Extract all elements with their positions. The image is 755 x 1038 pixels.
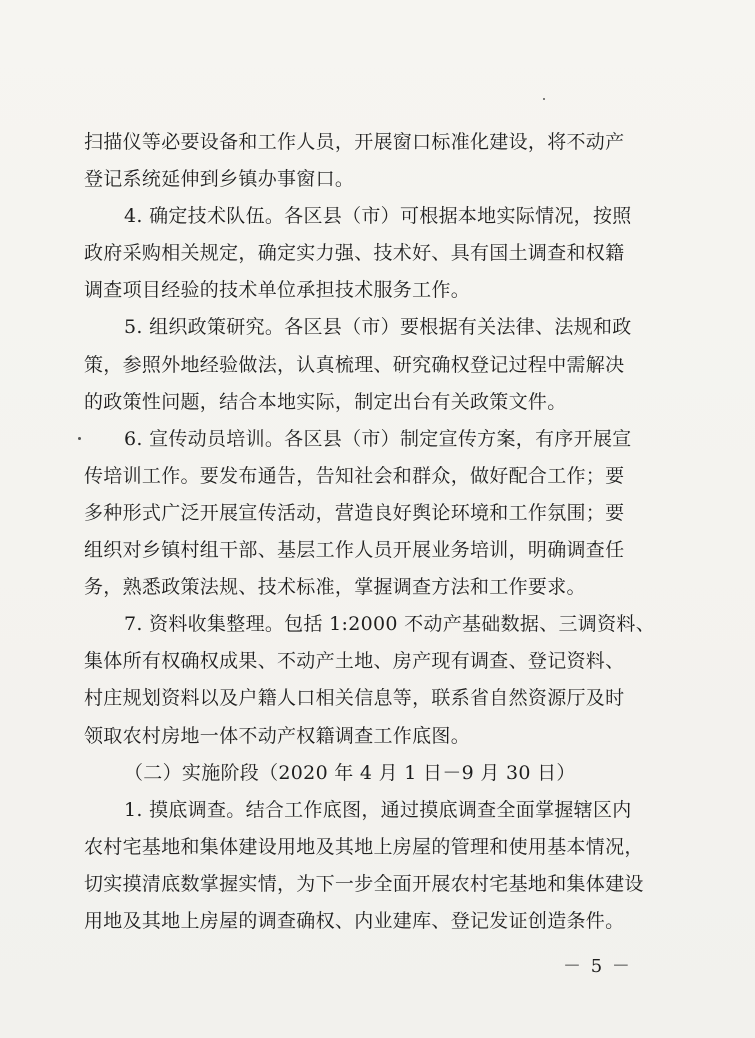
text-line: 村庄规划资料以及户籍人口相关信息等，联系省自然资源厅及时 <box>84 687 625 710</box>
text-line: 务，熟悉政策法规、技术标准，掌握调查方法和工作要求。 <box>84 576 586 599</box>
text-line: 传培训工作。要发布通告，告知社会和群众，做好配合工作；要 <box>84 464 625 487</box>
text-line: 切实摸清底数掌握实情，为下一步全面开展农村宅基地和集体建设 <box>84 872 644 895</box>
text-line: 政府采购相关规定，确定实力强、技术好、具有国土调查和权籍 <box>84 242 625 265</box>
text-line: 集体所有权确权成果、不动产土地、房产现有调查、登记资料、 <box>84 650 625 673</box>
text-line: 组织对乡镇村组干部、基层工作人员开展业务培训，明确调查任 <box>84 539 625 562</box>
text-line: 多种形式广泛开展宣传活动，营造良好舆论环境和工作氛围；要 <box>84 501 625 524</box>
text-line: 领取农村房地一体不动产权籍调查工作底图。 <box>84 724 471 747</box>
scan-speck <box>78 437 81 440</box>
section-heading: （二）实施阶段（2020 年 4 月 1 日－9 月 30 日） <box>124 761 576 784</box>
text-line: 扫描仪等必要设备和工作人员，开展窗口标准化建设，将不动产 <box>84 131 625 153</box>
text-line: 农村宅基地和集体建设用地及其地上房屋的管理和使用基本情况， <box>84 835 644 858</box>
text-line: 调查项目经验的技术单位承担技术服务工作。 <box>84 279 471 302</box>
paragraph-heading-5: 5. 组织政策研究。各区县（市）要根据有关法律、法规和政 <box>124 316 632 339</box>
paragraph-heading-6: 6. 宣传动员培训。各区县（市）制定宣传方案，有序开展宣 <box>124 427 632 450</box>
text-line: 用地及其地上房屋的调查确权、内业建库、登记发证创造条件。 <box>84 909 625 932</box>
text-line: 登记系统延伸到乡镇办事窗口。 <box>84 168 355 191</box>
text-line: 策，参照外地经验做法，认真梳理、研究确权登记过程中需解决 <box>84 353 625 376</box>
body-text <box>84 124 684 940</box>
paragraph-heading-1: 1. 摸底调查。结合工作底图，通过摸底调查全面掌握辖区内 <box>124 798 632 821</box>
scan-speck <box>543 98 545 100</box>
page-number: － 5 － <box>563 956 632 977</box>
paragraph-heading-4: 4. 确定技术队伍。各区县（市）可根据本地实际情况，按照 <box>124 205 632 228</box>
paragraph-heading-7: 7. 资料收集整理。包括 1:2000 不动产基础数据、三调资料、 <box>124 613 655 636</box>
text-line: 的政策性问题，结合本地实际，制定出台有关政策文件。 <box>84 390 567 413</box>
